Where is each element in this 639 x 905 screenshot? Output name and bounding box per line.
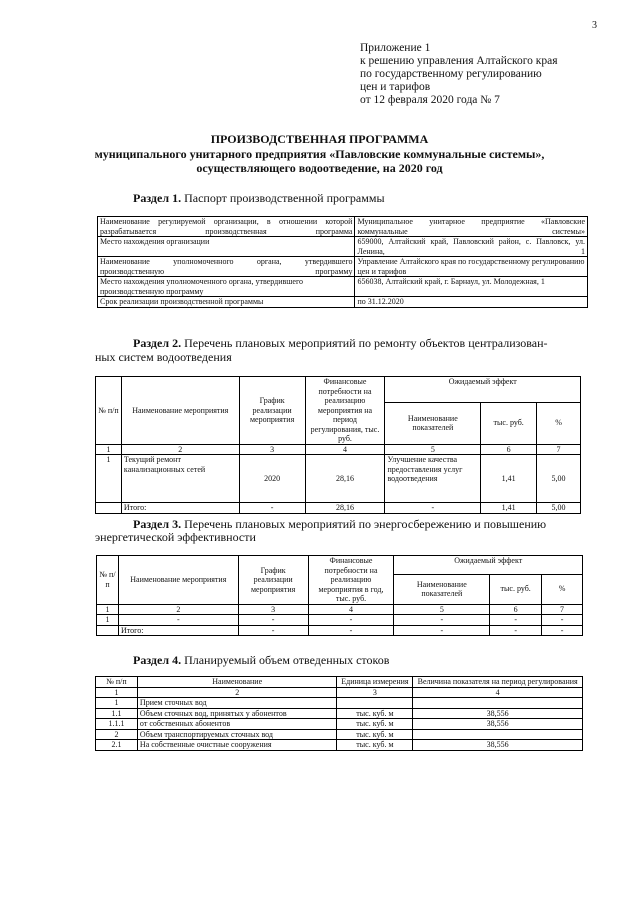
appendix-header [360,42,558,107]
cell-value [413,729,583,740]
empty-cell [97,625,119,636]
cell-num: 1 [97,615,119,626]
table-row [96,729,583,740]
cell-num: 1.1 [96,708,138,719]
total-indicator: - [385,503,481,514]
col-header-pct: % [537,402,581,444]
column-number-row [96,444,581,455]
col-header-name: Наименование [137,677,337,688]
cell-finance: - [308,615,394,626]
passport-value: Муниципальное унитарное предприятие «Павловские коммунальные системы» [355,217,588,237]
cell-schedule: - [238,615,308,626]
col-header-schedule: График реализации мероприятия [238,556,308,605]
passport-label: Срок реализации производственной программы [98,297,355,308]
table-row [96,708,583,719]
col-header-value: Величина показателя на период регулирования [413,677,583,688]
passport-value: Управление Алтайского края по государственному регулированию цен и тарифов [355,257,588,277]
table-row [98,297,588,308]
section4-number: Раздел 4. [133,653,182,667]
col-header-finance: Финансовые потребности на реализацию мероприятия в год, тыс. руб. [308,556,394,605]
total-pct: 5,00 [537,503,581,514]
table-row [96,740,583,751]
col-header-rub: тыс. руб. [490,574,542,604]
col-number: 6 [481,444,537,455]
passport-table [97,216,588,308]
total-finance: 28,16 [305,503,385,514]
cell-num: 1.1.1 [96,719,138,730]
total-rub: - [490,625,542,636]
col-header-schedule: График реализации мероприятия [239,377,305,445]
cell-unit: тыс. куб. м [337,740,413,751]
col-number: 7 [542,604,583,615]
section1-number: Раздел 1. [133,191,182,205]
col-header-name: Наименование мероприятия [118,556,238,605]
col-header-effect: Ожидаемый эффект [385,377,581,403]
table-header-row [97,556,583,575]
section2-title: Перечень плановых мероприятий по ремонту объектов централизован- [184,336,548,350]
passport-value: по 31.12.2020 [355,297,588,308]
cell-name: от собственных абонентов [137,719,337,730]
table-row [96,698,583,709]
title-line: ПРОИЗВОДСТВЕННАЯ ПРОГРАММА [210,132,429,146]
total-pct: - [542,625,583,636]
total-label: Итого: [118,625,238,636]
table-row [96,719,583,730]
col-header-finance: Финансовые потребности на реализацию мероприятия на период регулирования, тыс. руб. [305,377,385,445]
section3-heading-cont: энергетической эффективности [95,530,256,544]
col-number: 1 [96,687,138,698]
col-number: 2 [121,444,239,455]
table-row [98,257,588,277]
column-number-row [97,604,583,615]
passport-label: Наименование уполномоченного органа, утвердившего производственную программу [98,257,355,277]
cell-name: Объем транспортируемых сточных вод [137,729,337,740]
section1-heading [133,191,385,205]
total-schedule: - [238,625,308,636]
col-number: 2 [118,604,238,615]
col-header-indicator: Наименование показателей [394,574,490,604]
passport-label: Наименование регулируемой организации, в отношении которой разрабатывается производственная программа [98,217,355,237]
appendix-line: к решению управления Алтайского края [360,55,558,67]
total-label: Итого: [121,503,239,514]
col-header-num: № п/п [96,677,138,688]
col-number: 5 [394,604,490,615]
section1-title: Паспорт производственной программы [184,191,385,205]
cell-value [413,698,583,709]
total-row [96,503,581,514]
col-header-rub: тыс. руб. [481,402,537,444]
table-row [96,455,581,503]
col-header-indicator: Наименование показателей [385,402,481,444]
cell-indicator: - [394,615,490,626]
col-number: 1 [97,604,119,615]
col-header-name: Наименование мероприятия [121,377,239,445]
col-number: 2 [137,687,337,698]
cell-num: 1 [96,698,138,709]
passport-label: Место нахождения уполномоченного органа, утвердившего производственную программу [98,277,355,297]
section4-title: Планируемый объем отведенных стоков [184,653,390,667]
cell-name: Объем сточных вод, принятых у абонентов [137,708,337,719]
cell-schedule: 2020 [239,455,305,503]
cell-unit [337,698,413,709]
title-line: муниципального унитарного предприятия «Павловские коммунальные системы», [94,146,545,161]
passport-value: 659000, Алтайский край, Павловский район, с. Павловск, ул. Ленина, 1 [355,237,588,257]
table-row [98,237,588,257]
section2-heading-cont: ных систем водоотведения [95,350,232,364]
total-row [97,625,583,636]
section2-number: Раздел 2. [133,336,182,350]
cell-value: 38,556 [413,719,583,730]
cell-value: 38,556 [413,740,583,751]
cell-name: Текущий ремонт канализационных сетей [121,455,239,503]
total-rub: 1,41 [481,503,537,514]
wastewater-volume-table [95,676,583,751]
cell-name: - [118,615,238,626]
col-number: 4 [308,604,394,615]
empty-cell [96,503,122,514]
cell-name: На собственные очистные сооружения [137,740,337,751]
section3-number: Раздел 3. [133,517,182,531]
appendix-line: цен и тарифов [360,81,431,93]
passport-label: Место нахождения организации [98,237,355,257]
document-title [0,132,639,176]
cell-pct: 5,00 [537,455,581,503]
col-number: 4 [413,687,583,698]
col-number: 3 [337,687,413,698]
cell-unit: тыс. куб. м [337,708,413,719]
cell-num: 2.1 [96,740,138,751]
column-number-row [96,687,583,698]
repair-measures-table [95,376,581,514]
col-number: 5 [385,444,481,455]
cell-num: 1 [96,455,122,503]
total-schedule: - [239,503,305,514]
passport-value: 656038, Алтайский край, г. Барнаул, ул. Молодежная, 1 [355,277,588,297]
col-header-num: № п/п [96,377,122,445]
page-number: 3 [592,20,597,31]
energy-measures-table [96,555,583,636]
appendix-line: Приложение 1 [360,42,431,54]
col-number: 6 [490,604,542,615]
section3-title: Перечень плановых мероприятий по энергосбережению и повышению [184,517,547,531]
title-line: осуществляющего водоотведение, на 2020 год [196,161,443,175]
table-row [98,277,588,297]
col-number: 4 [305,444,385,455]
col-number: 7 [537,444,581,455]
cell-rub: 1,41 [481,455,537,503]
table-row [98,217,588,237]
total-finance: - [308,625,394,636]
cell-value: 38,556 [413,708,583,719]
col-number: 1 [96,444,122,455]
cell-unit: тыс. куб. м [337,729,413,740]
total-indicator: - [394,625,490,636]
section2-heading [133,336,548,350]
table-row [97,615,583,626]
cell-indicator: Улучшение качества предоставления услуг водоотведения [385,455,481,503]
appendix-line: от 12 февраля 2020 года № 7 [360,94,500,106]
section3-heading [133,517,546,531]
cell-name: Прием сточных вод [137,698,337,709]
col-header-unit: Единица измерения [337,677,413,688]
cell-finance: 28,16 [305,455,385,503]
appendix-line: по государственному регулированию [360,68,542,80]
cell-num: 2 [96,729,138,740]
section4-heading [133,653,389,667]
cell-unit: тыс. куб. м [337,719,413,730]
table-header-row [96,377,581,403]
col-header-effect: Ожидаемый эффект [394,556,583,575]
table-header-row [96,677,583,688]
col-number: 3 [239,444,305,455]
cell-pct: - [542,615,583,626]
col-header-num: № п/п [97,556,119,605]
col-header-pct: % [542,574,583,604]
col-number: 3 [238,604,308,615]
cell-rub: - [490,615,542,626]
